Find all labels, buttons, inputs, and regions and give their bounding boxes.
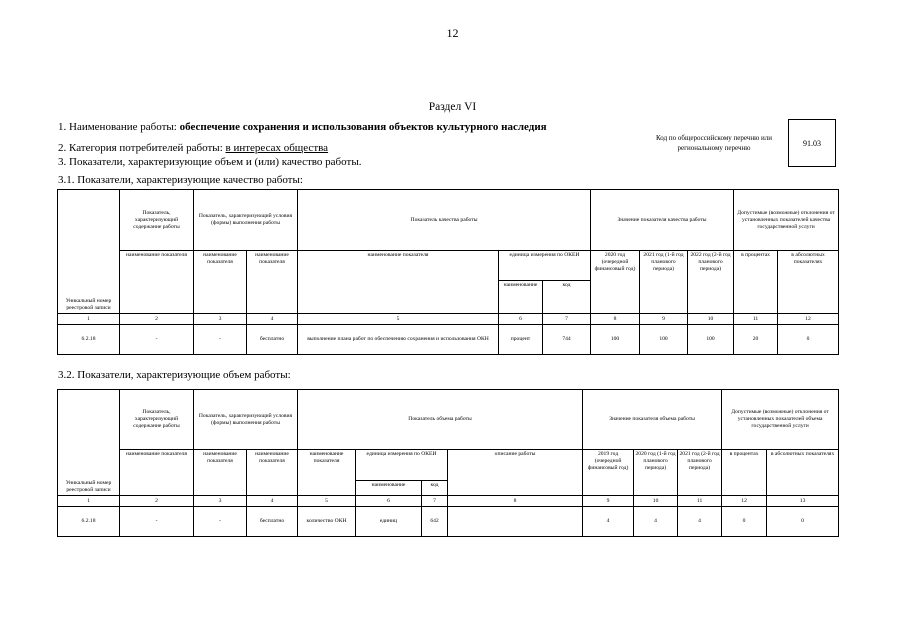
cell bbox=[448, 507, 583, 537]
cell: - bbox=[194, 507, 247, 537]
cell: бесплатно bbox=[247, 325, 298, 355]
header-year-2022: 2022 год (2-й год планового периода) bbox=[688, 251, 734, 314]
col-num: 5 bbox=[298, 496, 356, 507]
column-numbers-row bbox=[58, 314, 839, 325]
registry-code-box bbox=[788, 119, 836, 167]
col-num: 6 bbox=[356, 496, 422, 507]
col-num: 9 bbox=[640, 314, 688, 325]
header-deviation: Допустимые (возможные) отклонения от установленных показателей объема государственной услуги bbox=[722, 390, 839, 450]
header-percent: в процентах bbox=[722, 450, 767, 496]
header-year-2021: 2021 год (2-й год планового периода) bbox=[678, 450, 722, 496]
col-num: 10 bbox=[634, 496, 678, 507]
header-quality-values: Значение показателя качества работы bbox=[591, 190, 734, 251]
col-num: 8 bbox=[448, 496, 583, 507]
header-unit-name: наименование bbox=[356, 481, 422, 496]
cell: 0 bbox=[767, 507, 839, 537]
cell: процент bbox=[499, 325, 543, 355]
registry-code-label: Код по общероссийскому перечню или региональному перечню bbox=[655, 134, 773, 152]
consumer-category-line bbox=[58, 142, 328, 154]
cell-registry-number: 6.2.18 bbox=[58, 507, 120, 537]
col-num: 4 bbox=[247, 496, 298, 507]
header-unique-number: Уникальный номер реестровой записи bbox=[58, 190, 120, 314]
col-num: 4 bbox=[247, 314, 298, 325]
cell: бесплатно bbox=[247, 507, 298, 537]
header-content-indicator: Показатель, характеризующий содержание работы bbox=[120, 390, 194, 450]
cell: 0 bbox=[722, 507, 767, 537]
header-name-2: наименование показателя bbox=[194, 251, 247, 314]
header-name-1: наименование показателя bbox=[120, 251, 194, 314]
table-row bbox=[58, 325, 839, 355]
cell-registry-number: 6.2.18 bbox=[58, 325, 120, 355]
header-name-3: наименование показателя bbox=[247, 450, 298, 496]
cell: 0 bbox=[778, 325, 839, 355]
header-content-indicator: Показатель, характеризующий содержание работы bbox=[120, 190, 194, 251]
header-percent: в процентах bbox=[734, 251, 778, 314]
col-num: 2 bbox=[120, 314, 194, 325]
cell: 642 bbox=[422, 507, 448, 537]
col-num: 7 bbox=[543, 314, 591, 325]
header-unit-code: код bbox=[543, 281, 591, 314]
col-num: 9 bbox=[583, 496, 634, 507]
header-unit-name: наименование bbox=[499, 281, 543, 314]
cell: 744 bbox=[543, 325, 591, 355]
cell: 100 bbox=[640, 325, 688, 355]
header-description: описание работы bbox=[448, 450, 583, 496]
quality-table bbox=[57, 189, 839, 355]
cell: - bbox=[120, 325, 194, 355]
section-title: Раздел VI bbox=[428, 101, 477, 113]
col-num: 3 bbox=[194, 496, 247, 507]
cell: 100 bbox=[591, 325, 640, 355]
header-conditions-indicator: Показатель, характеризующий условия (формы) выполнения работы bbox=[194, 390, 298, 450]
cell: количество ОКН bbox=[298, 507, 356, 537]
col-num: 2 bbox=[120, 496, 194, 507]
col-num: 13 bbox=[767, 496, 839, 507]
col-num: 12 bbox=[778, 314, 839, 325]
header-volume-values: Значение показателя объема работы bbox=[583, 390, 722, 450]
header-absolute: в абсолютных показателях bbox=[778, 251, 839, 314]
cell: 4 bbox=[583, 507, 634, 537]
cell: - bbox=[194, 325, 247, 355]
header-unit: единица измерения по ОКЕИ bbox=[499, 251, 591, 281]
work-name-label: 1. Наименование работы: bbox=[58, 121, 180, 133]
header-year-2020: 2020 год (1-й год планового периода) bbox=[634, 450, 678, 496]
header-year-2020: 2020 год (очередной финансовый год) bbox=[591, 251, 640, 314]
volume-heading: 3.2. Показатели, характеризующие объем работы: bbox=[58, 369, 291, 381]
volume-table bbox=[57, 389, 839, 537]
header-quality-indicator: Показатель качества работы bbox=[298, 190, 591, 251]
header-unit: единица измерения по ОКЕИ bbox=[356, 450, 448, 481]
cell: выполнение плана работ по обеспечению сохранения и использования ОКН bbox=[298, 325, 499, 355]
work-name-line bbox=[58, 121, 547, 133]
cell: 20 bbox=[734, 325, 778, 355]
header-absolute: в абсолютных показателях bbox=[767, 450, 839, 496]
consumer-category-value: в интересах общества bbox=[225, 142, 329, 154]
col-num: 11 bbox=[678, 496, 722, 507]
cell: 100 bbox=[688, 325, 734, 355]
quality-heading: 3.1. Показатели, характеризующие качество работы: bbox=[58, 174, 303, 186]
col-num: 10 bbox=[688, 314, 734, 325]
registry-code-value: 91.03 bbox=[803, 138, 821, 148]
header-indicator-name: наименование показателя bbox=[298, 251, 499, 314]
header-year-2021: 2021 год (1-й год планового периода) bbox=[640, 251, 688, 314]
header-name-3: наименование показателя bbox=[247, 251, 298, 314]
cell: - bbox=[120, 507, 194, 537]
page-number: 12 bbox=[446, 26, 459, 40]
col-num: 7 bbox=[422, 496, 448, 507]
table-row bbox=[58, 507, 839, 537]
col-num: 3 bbox=[194, 314, 247, 325]
header-name-2: наименование показателя bbox=[194, 450, 247, 496]
cell: 4 bbox=[678, 507, 722, 537]
header-deviation: Допустимые (возможные) отклонения от установленных показателей качества государственной услуги bbox=[734, 190, 839, 251]
indicators-heading: 3. Показатели, характеризующие объем и (или) качество работы. bbox=[58, 156, 362, 168]
header-unique-number: Уникальный номер реестровой записи bbox=[58, 390, 120, 496]
header-year-2019: 2019 год (очередной финансовый год) bbox=[583, 450, 634, 496]
cell: 4 bbox=[634, 507, 678, 537]
col-num: 6 bbox=[499, 314, 543, 325]
header-volume-indicator: Показатель объема работы bbox=[298, 390, 583, 450]
col-num: 11 bbox=[734, 314, 778, 325]
col-num: 8 bbox=[591, 314, 640, 325]
col-num: 5 bbox=[298, 314, 499, 325]
col-num: 1 bbox=[58, 496, 120, 507]
col-num: 12 bbox=[722, 496, 767, 507]
header-name-4: наименование показателя bbox=[298, 450, 356, 496]
col-num: 1 bbox=[58, 314, 120, 325]
header-name-1: наименование показателя bbox=[120, 450, 194, 496]
consumer-category-label: 2. Категория потребителей работы: bbox=[58, 142, 226, 154]
column-numbers-row bbox=[58, 496, 839, 507]
header-conditions-indicator: Показатель, характеризующий условия (формы) выполнения работы bbox=[194, 190, 298, 251]
cell: единиц bbox=[356, 507, 422, 537]
work-name-value: обеспечение сохранения и использования объектов культурного наследия bbox=[179, 121, 547, 133]
header-unit-code: код bbox=[422, 481, 448, 496]
